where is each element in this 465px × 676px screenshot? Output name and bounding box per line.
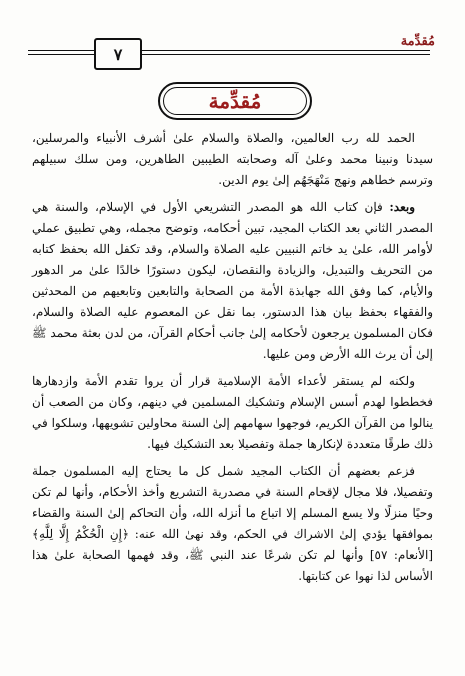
header-rule [28,50,430,51]
header-rule [28,54,430,55]
paragraph-lead: وبعد: [389,200,415,214]
paragraph-text: فإن كتاب الله هو المصدر التشريعي الأول في الإسلام، والسنة هي المصدر الثاني بعد الكتاب المجيد، تبين أحكامه، وتوضح مجمله، وهي تطبيق عملي لأوامر الله، علىٰ يد خاتم النبيين عليه الصلاة والسلام، وقد تكفل الله بحفظ كتابه من التحريف والتبديل، والزيادة والنقصان، ليكون دستورًا خالدًا علىٰ مر الدهور والأيام، كما وفق الله جهابذة الأمة من الصحابة والتابعين وتابعيهم من المحدثين والفقهاء بحفظ بيان هذا الدستور، بما نقل عن المعصوم عليه الصلاة والسلام، فكان المسلمون يرجعون لأحكامه إلىٰ جانب أحكام القرآن، من لدن بعثة محمد ﷺ إلىٰ أن يرث الله الأرض ومن عليها. [32,200,433,361]
page-header [28,34,430,64]
chapter-title-frame [158,82,312,120]
running-title: مُقدِّمة [397,34,435,49]
page-number-box [94,38,142,70]
page-number: ٧ [113,44,123,64]
body-text [32,128,433,587]
paragraph [32,197,433,365]
paragraph: فزعم بعضهم أن الكتاب المجيد شمل كل ما يحتاج إليه المسلمون جملة وتفصيلا، فلا مجال لإقحام السنة في مصدرية التشريع وأخذ الأحكام، وأنها لم تكن وحيًا منزلًا ولا يسع المسلم إلا اتباع ما أنزله الله، وأن التحاكم إلىٰ السنة والقضاء بموافقها يؤدي إلىٰ الاشراك في الحكم، وقد نهىٰ الله عنه: ﴿إِنِ الْحُكْمُ إِلَّا لِلَّهِ﴾ [الأنعام: ٥٧] وأنها لم تكن شرعًا عند النبي ﷺ، وقد فهمها الصحابة علىٰ هذا الأساس لذا نهوا عن كتابتها. [32,464,434,583]
paragraph: الحمد لله رب العالمين، والصلاة والسلام علىٰ أشرف الأنبياء والمرسلين، سيدنا ونبينا محمد وعلىٰ آله وصحابته الطيبين الطاهرين، ومن سلك سبيلهم وترسم خطاهم ونهج مَنْهَجَهُم إلىٰ يوم الدين. [32,131,433,187]
chapter-title: مُقدِّمة [208,89,262,113]
paragraph: ولكنه لم يستقر لأعداء الأمة الإسلامية قرار أن يروا تقدم الأمة وازدهارها فخططوا لهدم أسس الإسلام وتشكيك المسلمين في دينهم، وكان من الصعب أن ينالوا من القرآن الكريم، فوجهوا سهامهم إلىٰ السنة محاولين تشويهها، وسلكوا في ذلك طرقًا متعددة لإنكارها جملة وتفصيلا بعد التشكيك فيها. [32,374,433,451]
